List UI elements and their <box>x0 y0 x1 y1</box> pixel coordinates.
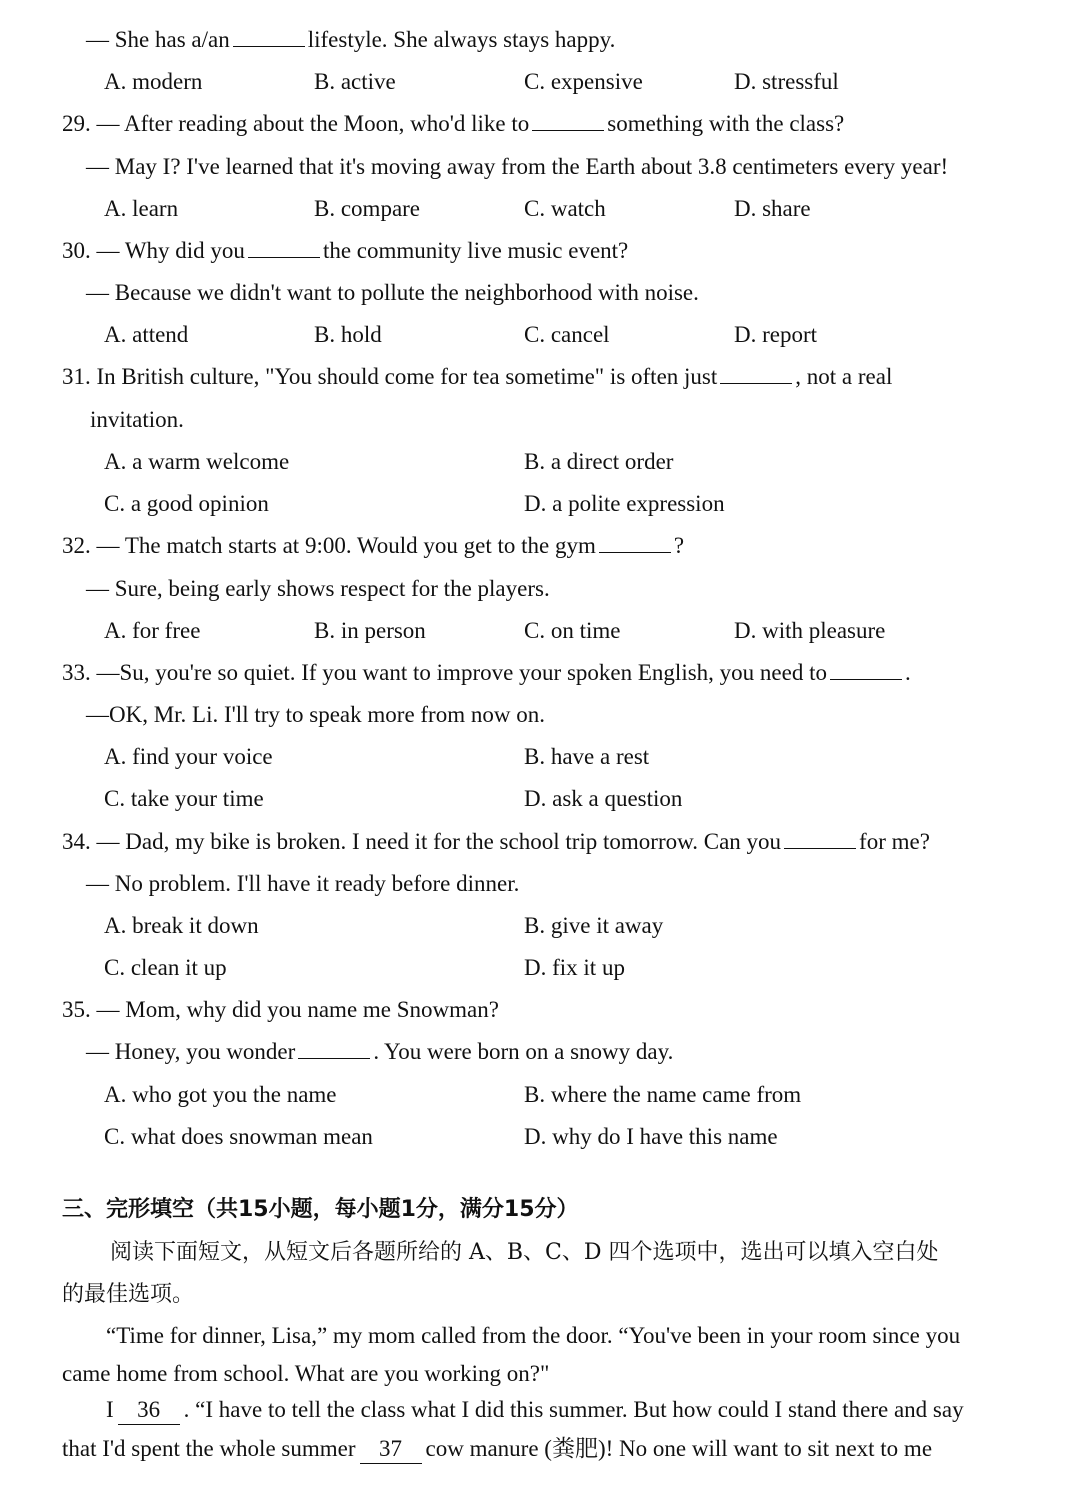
q28-option-a: A. modern <box>104 69 203 94</box>
q28-option-d: D. stressful <box>734 69 839 94</box>
section-instructions: 阅读下面短文，从短文后各题所给的 A、B、C、D 四个选项中，选出可以填入空白处 <box>110 1240 939 1265</box>
q32-reply: — Sure, being early shows respect for the players. <box>86 576 550 601</box>
section-heading: 三、完形填空（共15小题，每小题1分，满分15分） <box>62 1197 579 1222</box>
q35-option-a: A. who got you the name <box>104 1082 337 1107</box>
answer-blank <box>233 26 305 47</box>
passage-line: that I'd spent the whole summer 37 cow manure (粪肥)! No one will want to sit next to me <box>62 1435 932 1464</box>
q33-option-a: A. find your voice <box>104 744 273 769</box>
q31-option-b: B. a direct order <box>524 449 674 474</box>
q32-option-a: A. for free <box>104 618 201 643</box>
q30-option-d: D. report <box>734 322 818 347</box>
answer-blank <box>532 110 604 131</box>
q33-option-d: D. ask a question <box>524 786 683 811</box>
passage-line: came home from school. What are you working on?" <box>62 1361 550 1386</box>
q35-reply: — Honey, you wonder . You were born on a snowy day. <box>86 1039 674 1064</box>
q34-option-a: A. break it down <box>104 913 259 938</box>
q28-option-c: C. expensive <box>524 69 643 94</box>
q31-option-d: D. a polite expression <box>524 491 725 516</box>
q35-stem: 35. — Mom, why did you name me Snowman? <box>62 997 499 1022</box>
q31-option-c: C. a good opinion <box>104 491 269 516</box>
q31-stem-cont: invitation. <box>90 407 184 432</box>
q29-reply: — May I? I've learned that it's moving away from the Earth about 3.8 centimeters every year! <box>86 154 949 179</box>
q30-option-a: A. attend <box>104 322 189 347</box>
answer-blank <box>720 363 792 384</box>
q29-option-c: C. watch <box>524 196 606 221</box>
q34-reply: — No problem. I'll have it ready before dinner. <box>86 871 520 896</box>
q35-option-b: B. where the name came from <box>524 1082 802 1107</box>
q34-stem: 34. — Dad, my bike is broken. I need it for the school trip tomorrow. Can you for me? <box>62 829 930 854</box>
answer-blank <box>830 659 902 680</box>
cloze-blank-37: 37 <box>360 1435 422 1464</box>
q28-option-b: B. active <box>314 69 396 94</box>
q33-reply: —OK, Mr. Li. I'll try to speak more from now on. <box>86 702 545 727</box>
answer-blank <box>784 828 856 849</box>
q35-option-c: C. what does snowman mean <box>104 1124 373 1149</box>
q30-option-b: B. hold <box>314 322 382 347</box>
q33-option-c: C. take your time <box>104 786 264 811</box>
q32-option-b: B. in person <box>314 618 426 643</box>
q32-stem: 32. — The match starts at 9:00. Would you get to the gym ? <box>62 533 685 558</box>
q29-option-d: D. share <box>734 196 811 221</box>
q31-stem: 31. In British culture, "You should come for tea sometime" is often just , not a real <box>62 364 893 389</box>
q30-stem: 30. — Why did you the community live music event? <box>62 238 629 263</box>
q28-stem: — She has a/an lifestyle. She always stays happy. <box>86 27 616 52</box>
q34-option-d: D. fix it up <box>524 955 625 980</box>
q29-option-b: B. compare <box>314 196 421 221</box>
passage-line: I 36 . “I have to tell the class what I did this summer. But how could I stand there and say <box>106 1396 964 1425</box>
answer-blank <box>599 532 671 553</box>
q29-option-a: A. learn <box>104 196 179 221</box>
q35-option-d: D. why do I have this name <box>524 1124 778 1149</box>
answer-blank <box>298 1038 370 1059</box>
q34-option-c: C. clean it up <box>104 955 227 980</box>
q33-option-b: B. have a rest <box>524 744 650 769</box>
cloze-blank-36: 36 <box>118 1396 180 1425</box>
answer-blank <box>248 237 320 258</box>
passage-line: “Time for dinner, Lisa,” my mom called from the door. “You've been in your room since you <box>106 1323 961 1348</box>
q32-option-d: D. with pleasure <box>734 618 886 643</box>
section-instructions-cont: 的最佳选项。 <box>62 1282 195 1307</box>
q31-option-a: A. a warm welcome <box>104 449 290 474</box>
q32-option-c: C. on time <box>524 618 621 643</box>
q30-reply: — Because we didn't want to pollute the neighborhood with noise. <box>86 280 699 305</box>
q29-stem: 29. — After reading about the Moon, who'd like to something with the class? <box>62 111 845 136</box>
q34-option-b: B. give it away <box>524 913 664 938</box>
q30-option-c: C. cancel <box>524 322 610 347</box>
q33-stem: 33. —Su, you're so quiet. If you want to improve your spoken English, you need to . <box>62 660 911 685</box>
